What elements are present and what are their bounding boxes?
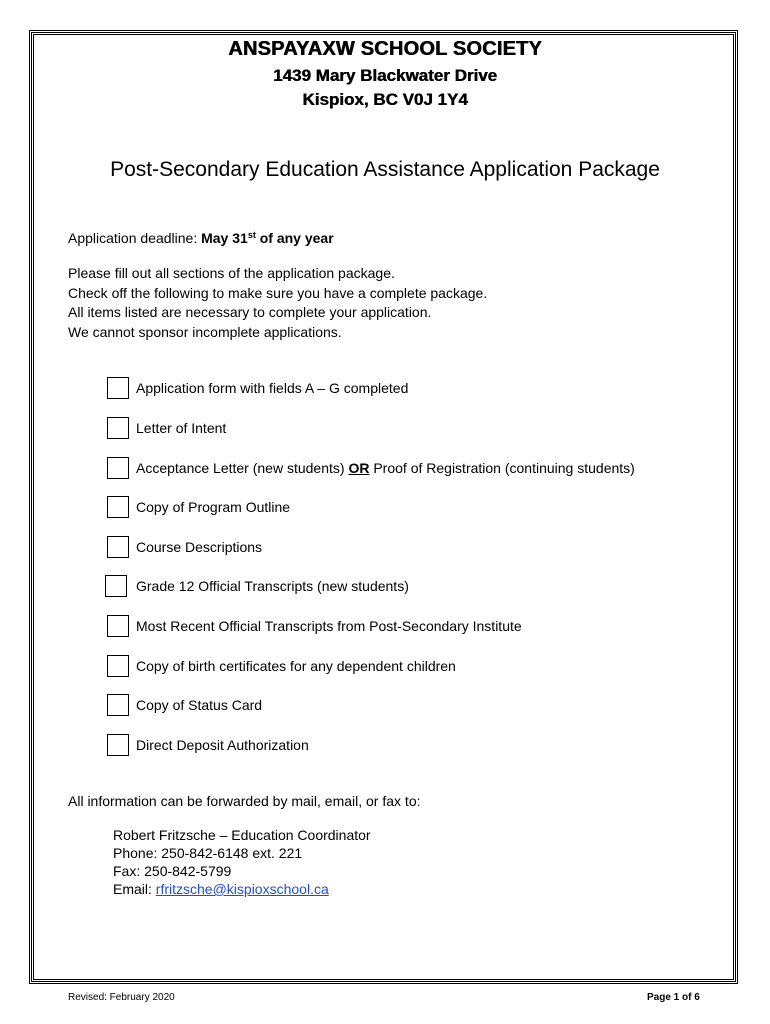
check-label: Grade 12 Official Transcripts (new students) xyxy=(136,578,409,594)
checkbox[interactable] xyxy=(105,575,127,597)
check-item-course-descriptions xyxy=(107,536,747,560)
check-label: Course Descriptions xyxy=(136,539,263,555)
check-label: Most Recent Official Transcripts from Post-Secondary Institute xyxy=(136,618,522,634)
check-item-birth-certificates xyxy=(107,655,747,679)
contact-phone: Phone: 250-842-6148 ext. 221 xyxy=(113,845,303,861)
document-title: Post-Secondary Education Assistance Application Package xyxy=(110,158,660,181)
check-item-letter-of-intent xyxy=(107,417,747,441)
email-label: Email: xyxy=(113,881,156,897)
instruction-line: All items listed are necessary to complete your application. xyxy=(68,304,432,320)
application-deadline xyxy=(68,226,334,249)
address-line-2: Kispiox, BC V0J 1Y4 xyxy=(302,90,468,109)
check-label: Letter of Intent xyxy=(136,420,227,436)
page-number: Page 1 of 6 xyxy=(647,992,700,1003)
check-label: Application form with fields A – G completed xyxy=(136,380,409,396)
forward-instructions: All information can be forwarded by mail, email, or fax to: xyxy=(68,793,421,809)
or-emphasis: OR xyxy=(348,460,370,476)
instruction-line: We cannot sponsor incomplete applications. xyxy=(68,323,342,340)
deadline-date: May 31st of any year xyxy=(201,230,334,246)
checkbox[interactable] xyxy=(107,496,129,518)
check-label: Copy of Status Card xyxy=(136,697,263,713)
contact-name: Robert Fritzsche – Education Coordinator xyxy=(113,827,371,843)
deadline-label: Application deadline: xyxy=(68,230,202,246)
checkbox[interactable] xyxy=(107,655,129,677)
check-item-status-card xyxy=(107,694,747,718)
instruction-line: Check off the following to make sure you have a complete package. xyxy=(68,284,488,301)
checkbox[interactable] xyxy=(107,536,129,558)
check-item-recent-transcripts xyxy=(107,615,747,639)
email-link[interactable]: rfritzsche@kispioxschool.ca xyxy=(155,881,329,897)
check-item-direct-deposit xyxy=(107,734,747,758)
check-label: Acceptance Letter (new students) OR Proof of Registration (continuing students) xyxy=(136,460,635,476)
org-name: ANSPAYAXW SCHOOL SOCIETY xyxy=(228,38,542,60)
checkbox[interactable] xyxy=(107,615,129,637)
check-label: Copy of birth certificates for any dependent children xyxy=(136,658,456,674)
check-item-grade-12-transcripts xyxy=(107,575,747,599)
checkbox[interactable] xyxy=(107,734,129,756)
contact-block xyxy=(113,826,371,898)
checkbox[interactable] xyxy=(107,457,129,479)
checkbox[interactable] xyxy=(107,694,129,716)
checkbox[interactable] xyxy=(107,377,129,399)
check-label: Direct Deposit Authorization xyxy=(136,737,309,753)
check-item-acceptance-letter xyxy=(107,457,747,481)
contact-fax: Fax: 250-842-5799 xyxy=(113,863,232,879)
instruction-line: Please fill out all sections of the application package. xyxy=(68,265,395,281)
check-item-application-form xyxy=(107,377,747,401)
instructions xyxy=(68,264,487,342)
contact-email-line xyxy=(113,880,371,898)
revision-date: Revised: February 2020 xyxy=(68,992,175,1003)
check-label: Copy of Program Outline xyxy=(136,499,291,515)
address-line-1: 1439 Mary Blackwater Drive xyxy=(273,66,497,85)
check-item-program-outline xyxy=(107,496,747,520)
checkbox[interactable] xyxy=(107,417,129,439)
